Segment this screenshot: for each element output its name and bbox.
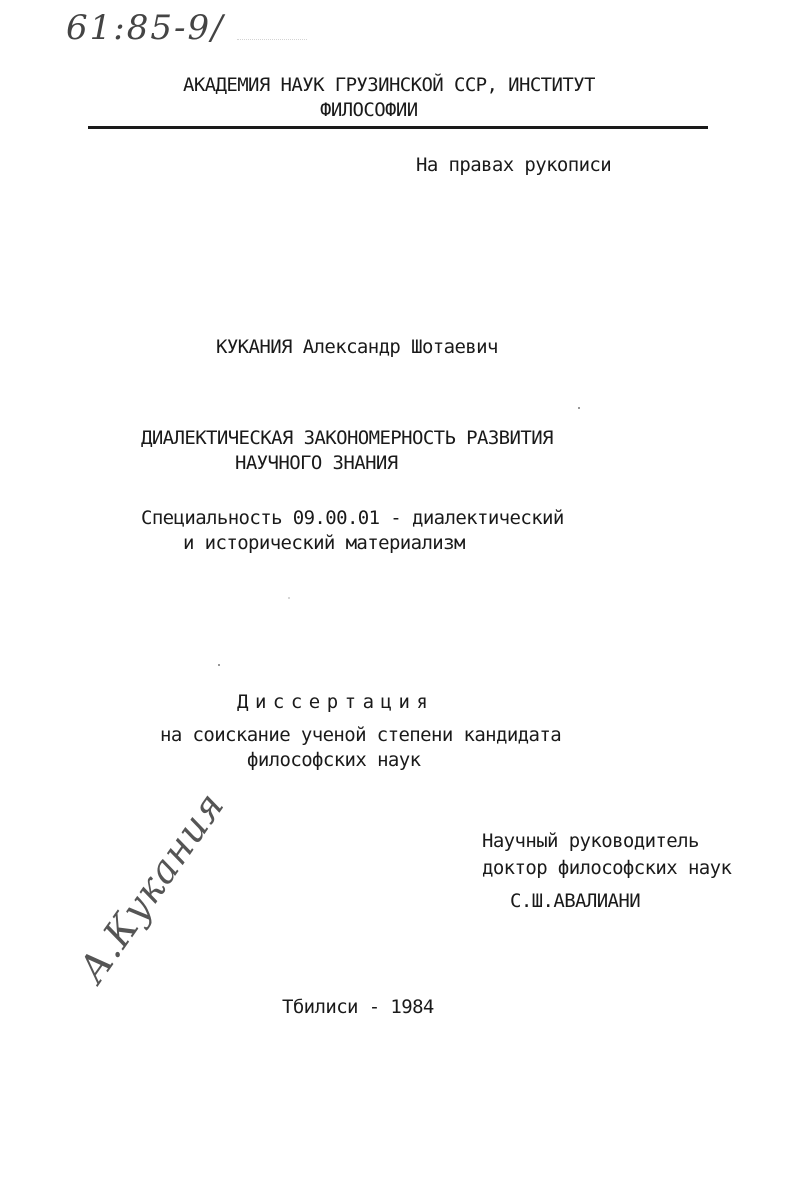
thesis-title-line1: ДИАЛЕКТИЧЕСКАЯ ЗАКОНОМЕРНОСТЬ РАЗВИТИЯ bbox=[141, 427, 553, 449]
place-year: Тбилиси - 1984 bbox=[282, 996, 434, 1018]
archive-mark bbox=[66, 8, 307, 48]
thesis-title-line2: НАУЧНОГО ЗНАНИЯ bbox=[235, 452, 398, 474]
supervisor-label: Научный руководитель bbox=[482, 830, 699, 852]
scan-speck bbox=[218, 664, 220, 666]
dissertation-heading: Диссертация bbox=[237, 691, 435, 713]
header-rule bbox=[88, 126, 708, 129]
scan-speck bbox=[288, 597, 290, 599]
institution-line1: АКАДЕМИЯ НАУК ГРУЗИНСКОЙ ССР, ИНСТИТУТ bbox=[183, 74, 595, 96]
degree-line2: философских наук bbox=[247, 749, 421, 771]
author-signature: А.Кукания bbox=[70, 783, 233, 991]
manuscript-note: На правах рукописи bbox=[416, 154, 612, 176]
archive-mark-text: 61:85-9/ bbox=[66, 8, 225, 48]
specialty-line1: Специальность 09.00.01 - диалектический bbox=[141, 507, 564, 529]
archive-mark-scribble bbox=[237, 21, 307, 40]
degree-line1: на соискание ученой степени кандидата bbox=[160, 724, 562, 746]
supervisor-name: С.Ш.АВАЛИАНИ bbox=[510, 890, 641, 912]
institution-line2: ФИЛОСОФИИ bbox=[320, 99, 418, 121]
supervisor-degree: доктор философских наук bbox=[482, 857, 732, 879]
scan-speck bbox=[578, 407, 580, 409]
specialty-line2: и исторический материализм bbox=[183, 532, 465, 554]
author-name: КУКАНИЯ Александр Шотаевич bbox=[216, 336, 498, 358]
